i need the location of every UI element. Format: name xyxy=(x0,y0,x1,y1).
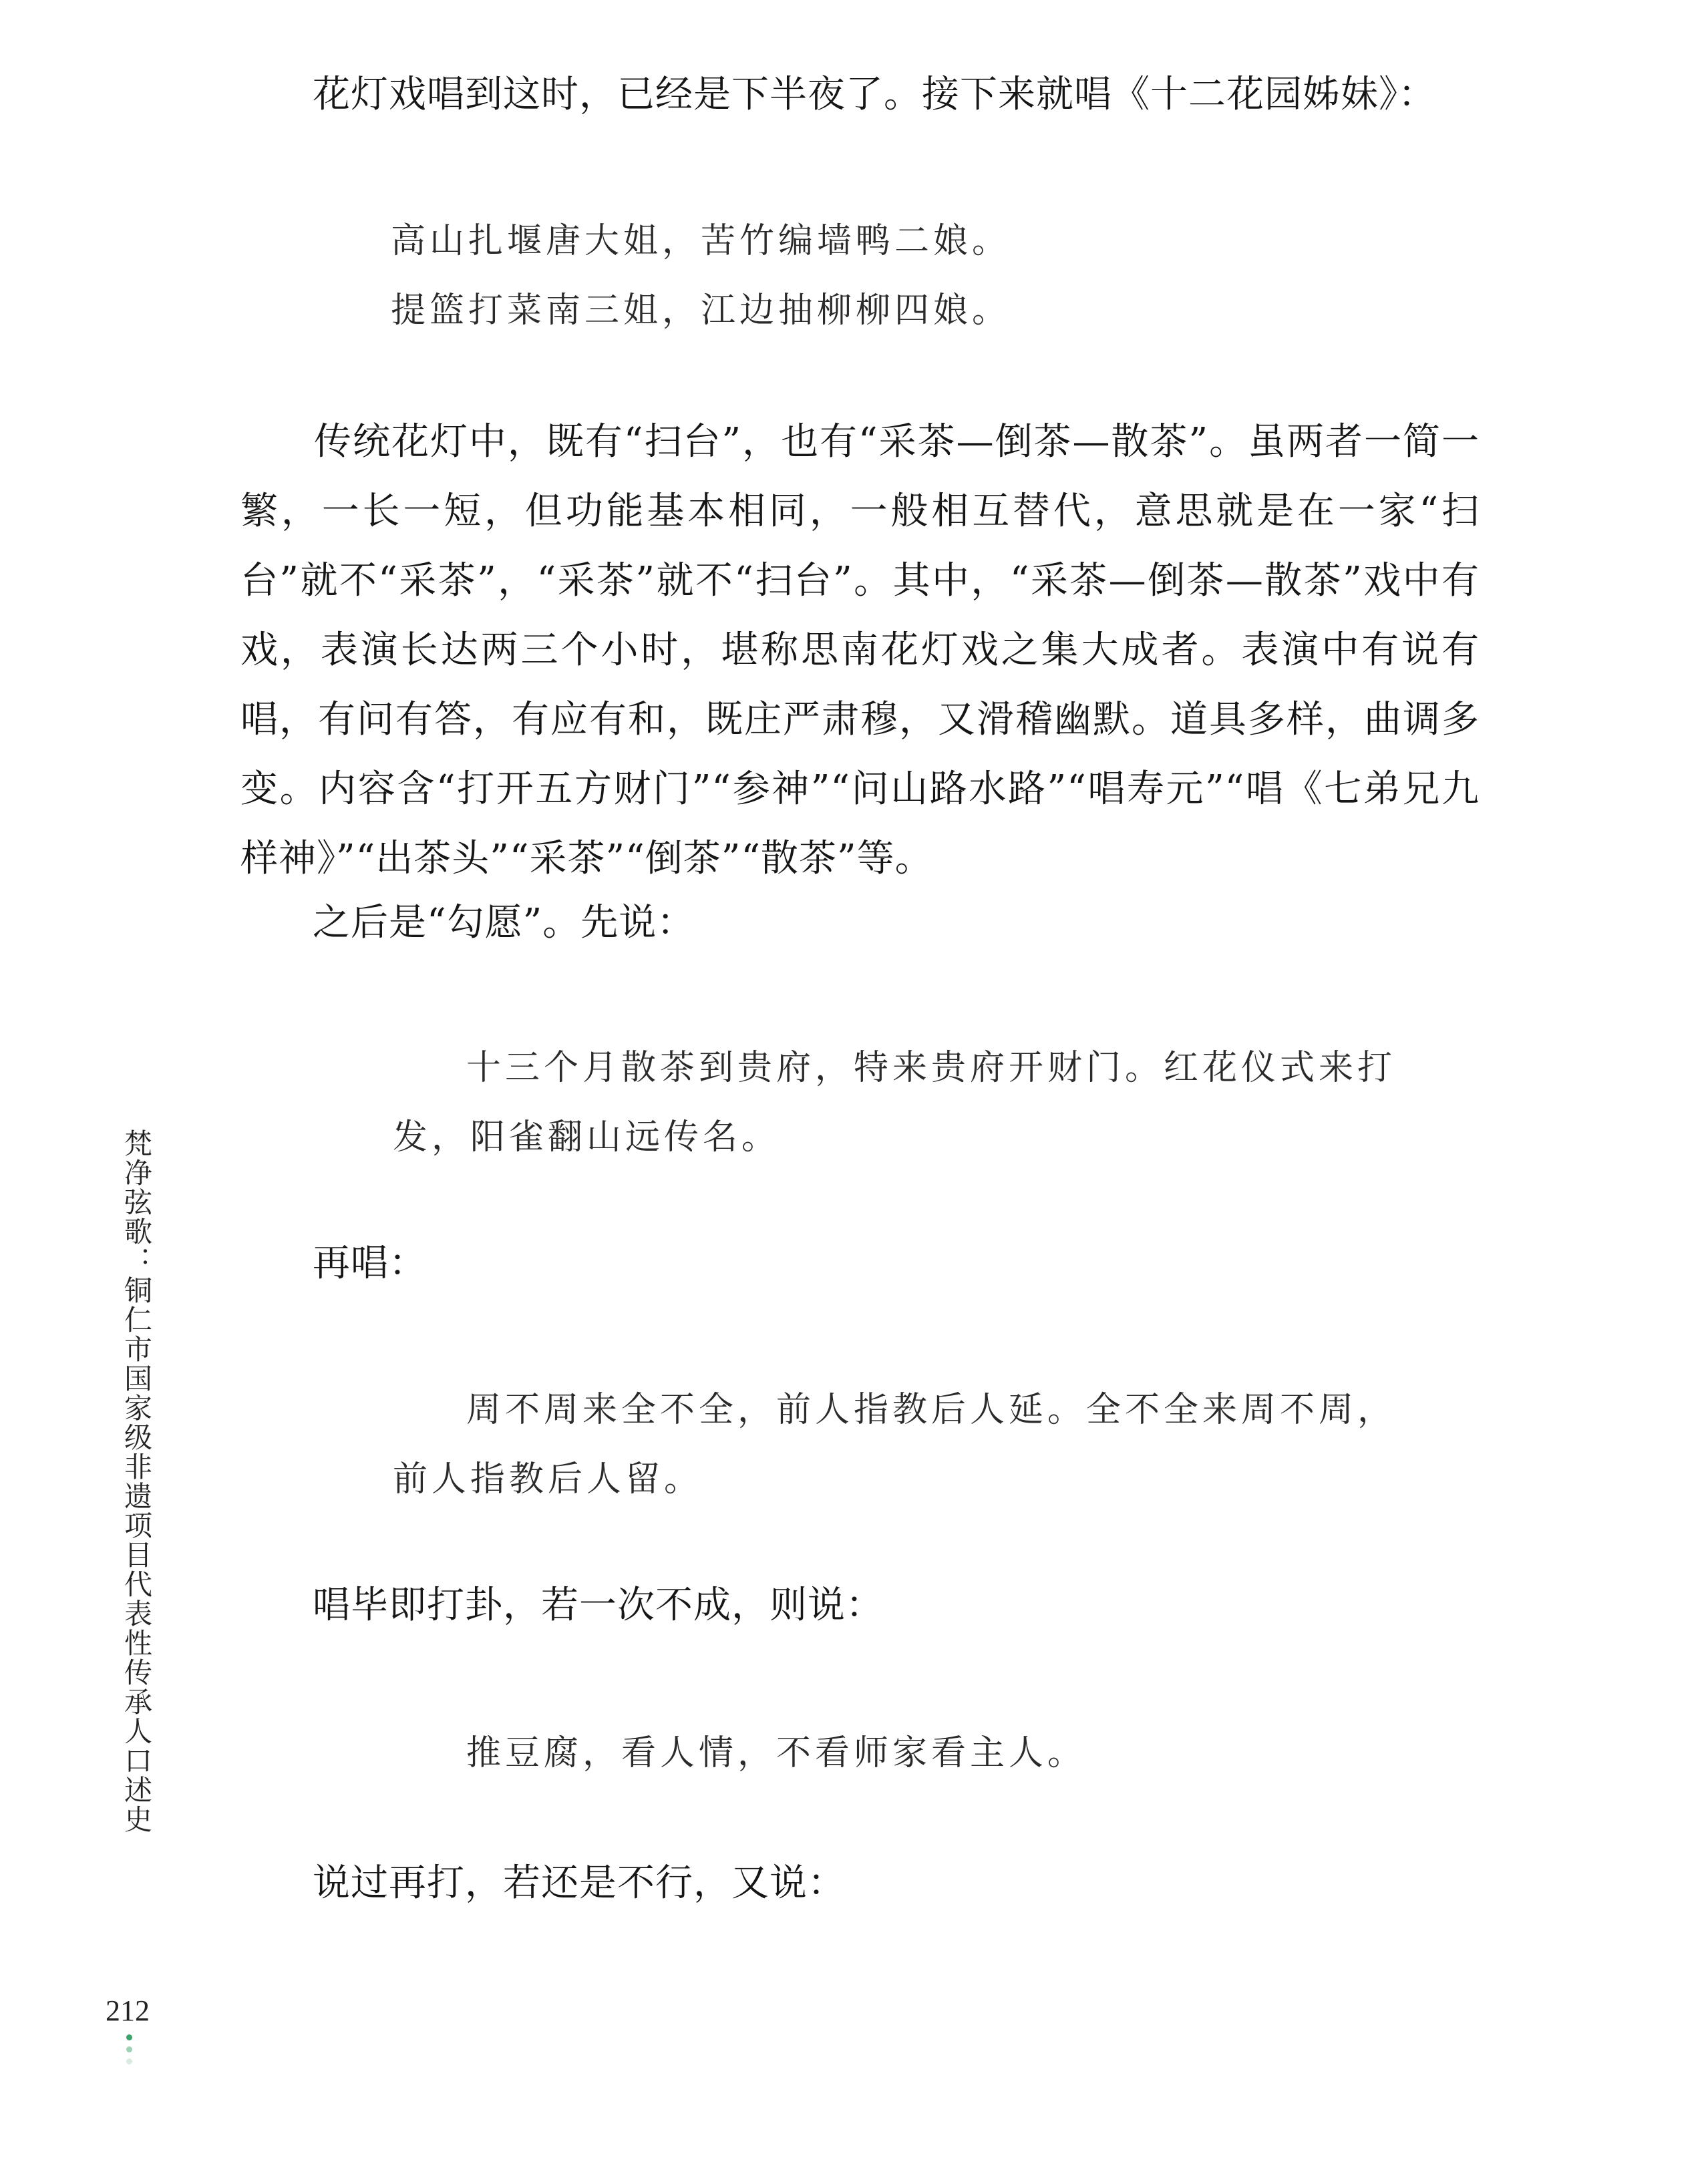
body-line: 唱毕即打卦，若一次不成，则说： xyxy=(313,1584,884,1627)
running-book-title: 梵净弦歌：铜仁市国家级非遗项目代表性传承人口述史 xyxy=(120,1129,153,1834)
dot-icon xyxy=(126,2046,132,2052)
dot-icon xyxy=(126,2034,132,2040)
body-line: 之后是“勾愿”。先说： xyxy=(313,901,695,944)
body-line: 说过再打，若还是不行，又说： xyxy=(313,1861,846,1905)
dot-icon xyxy=(126,2058,132,2064)
verse-line: 十三个月散茶到贵府，特来贵府开财门。红花仪式来打 xyxy=(466,1048,1397,1088)
body-line: 再唱： xyxy=(313,1242,427,1285)
verse-line: 高山扎堰唐大姐，苦竹编墙鸭二娘。 xyxy=(391,221,1011,261)
decorative-dots xyxy=(126,2034,136,2070)
verse-line: 推豆腐，看人情，不看师家看主人。 xyxy=(466,1733,1087,1773)
verse-line: 前人指教后人留。 xyxy=(393,1459,703,1499)
verse-line: 发，阳雀翻山远传名。 xyxy=(393,1117,781,1157)
verse-line: 周不周来全不全，前人指教后人延。全不全来周不周， xyxy=(466,1390,1397,1430)
body-paragraph: 传统花灯中，既有“扫台”，也有“采茶—倒茶—散茶”。虽两者一简一繁，一长一短，但功能基本相同，一般相互替代，意思就是在一家“扫台”就不“采茶”，“采茶”就不“扫台”。其中，“采茶—倒茶—散茶”戏中有戏，表演长达两三个小时，堪称思南花灯戏之集大成者。表演中有说有唱，有问有答，有应有和，既庄严肃穆，又滑稽幽默。道具多样，曲调多变。内容含“打开五方财门”“参神”“问山路水路”“唱寿元”“唱《七弟兄九样神》”“出茶头”“采茶”“倒茶”“散茶”等。 xyxy=(240,420,1480,880)
page-number: 212 xyxy=(106,1994,150,2027)
verse-line: 提篮打菜南三姐，江边抽柳柳四娘。 xyxy=(391,291,1011,331)
intro-line: 花灯戏唱到这时，已经是下半夜了。接下来就唱《十二花园姊妹》： xyxy=(313,73,1436,116)
